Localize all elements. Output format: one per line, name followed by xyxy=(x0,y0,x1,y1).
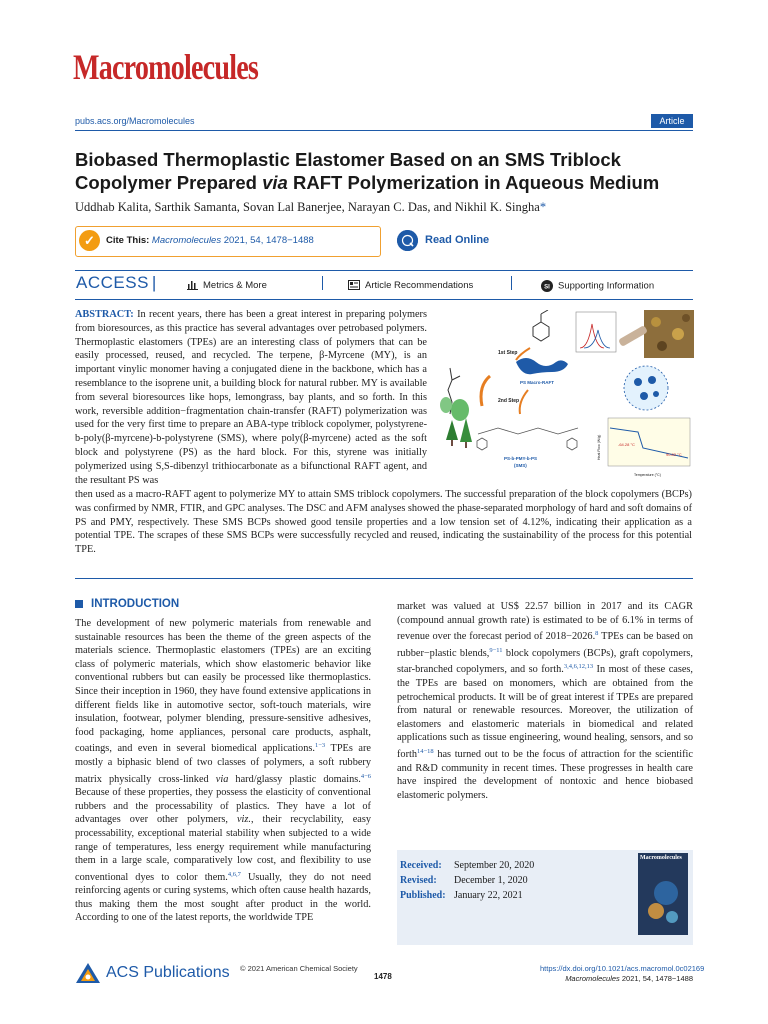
nav-separator xyxy=(322,276,323,290)
dsc-x-label: Temperature (°C) xyxy=(634,473,661,477)
corresponding-author-mark[interactable]: * xyxy=(539,200,547,214)
abstract-body-1: In recent years, there has been a great interest in preparing polymers from bioresources, as this practice has several advantages over petrobased polymers. Thermoplastic elastomers (TPEs) are an interesting class of polymers that can be easily processed, reused, and recycled. The terpene, β-Myrcene (MY), is an important vinylic monomer having a conjugated diene in the backbone, which has a resemblance to the isoprene unit, a building block for natural rubber. MY is available from several bioresources like hops, lemongrass, bay plants, and so forth. In this work, reversible addition−fragmentation chain-transfer (RAFT) polymerization was used for the very first time to prepare an ABA-type triblock copolymer, polystyrene-b-poly(β-myrcene)-b-polystyrene (SMS), where poly(β-myrcene) acted as the soft block and polystyrene (PS) as the hard block. For this, styrene was initially polymerized using S,S-dibenzyl trithiocarbonate as a bifunctional RAFT agent, and the resultant PS was xyxy=(75,309,427,486)
cite-ref: 2021, 54, 1478−1488 xyxy=(221,235,314,246)
cover-art xyxy=(638,853,688,935)
abstract-text-narrow xyxy=(75,308,427,487)
intro-text: Usually, they do not need reinforcing agents or curing systems, which often cause health hazards, thus making them the most sought after product in the world. According to one of the latest reports, the worldwide TPE xyxy=(75,871,371,924)
intro-text: TPEs can be based on rubber−plastic blends, xyxy=(397,631,693,659)
macro-raft-label: PS Macro-RAFT xyxy=(520,380,555,385)
acs-publications-logo[interactable]: ACS Publications xyxy=(106,964,230,981)
title-line-2 xyxy=(75,171,695,194)
dsc-y-label: Heat Flow (W/g) xyxy=(597,434,601,460)
citation-link[interactable]: 4−6 xyxy=(360,772,371,780)
tree-illustration xyxy=(440,397,472,448)
metrics-more-link[interactable] xyxy=(187,280,267,291)
title-line-2-pre: Copolymer Prepared xyxy=(75,172,263,193)
globe-icon xyxy=(397,230,418,251)
intro-column-2 xyxy=(397,600,693,802)
dsc-temp-2: 90.83 °C xyxy=(666,452,682,457)
svg-text:SI: SI xyxy=(544,284,550,291)
intro-text: hard/glassy plastic domains. xyxy=(228,773,361,785)
cite-this-text[interactable] xyxy=(106,235,314,246)
author-list xyxy=(75,200,546,215)
step2-label: 2nd Step xyxy=(498,398,520,404)
intro-text: market was valued at US$ 22.57 billion in 2017 and its CAGR (compound annual growth rate) is estimated to be of 6.1% in terms of revenue over the forecast period of 2018−2026. xyxy=(397,601,693,643)
abstract-label: ABSTRACT: xyxy=(75,309,134,320)
doi-link[interactable]: https://dx.doi.org/10.1021/acs.macromol.0c02169 xyxy=(540,964,705,973)
metrics-label: Metrics & More xyxy=(203,280,267,291)
toc-illustration xyxy=(438,310,694,482)
journal-logo: Macromolecules xyxy=(73,47,259,87)
read-online-link[interactable]: Read Online xyxy=(425,234,490,246)
intro-column-1 xyxy=(75,617,371,925)
title-line-2-italic: via xyxy=(262,172,288,193)
intro-text: Because of these properties, they possess the elasticity of conventional rubbers and the processability of plastics. They have a lot of advantages over other polymers, xyxy=(75,787,371,826)
acs-logo-icon xyxy=(75,962,101,989)
intro-italic: via xyxy=(215,773,229,785)
intro-italic: viz. xyxy=(236,814,251,826)
intro-text: TPEs are mostly a biphasic blend of two classes of polymers, a soft rubbery matrix physically cross-linked xyxy=(75,743,371,785)
cite-check-icon: ✓ xyxy=(79,230,100,251)
bio-arrow xyxy=(481,376,490,406)
footer-journal-ref xyxy=(540,974,693,983)
citation-link[interactable]: 1−3 xyxy=(314,742,326,750)
supporting-information-link[interactable] xyxy=(541,280,654,292)
page-number: 1478 xyxy=(374,972,392,981)
access-label: ACCESS | xyxy=(76,273,157,292)
intro-text: , their recyclability, easy processability, exceptional material stability when subjected to a wide range of temperatures, less energy requirement while manufacturing them in a large scale, comparatively low cost, and flexibility to use conventional dyes to color them. xyxy=(75,814,372,883)
article-recommendations-link[interactable] xyxy=(348,280,473,291)
citation-link[interactable]: 8 xyxy=(595,630,599,638)
title-line-1: Biobased Thermoplastic Elastomer Based on an SMS Triblock xyxy=(75,149,621,170)
si-icon xyxy=(541,280,553,292)
ps-macro-raft-shape xyxy=(516,358,568,374)
section-square-icon xyxy=(75,600,83,608)
triblock-structure xyxy=(477,428,578,450)
citation-link[interactable]: 14−18 xyxy=(417,747,434,755)
copyright-notice: © 2021 American Chemical Society xyxy=(240,964,358,973)
journal-cover-thumbnail[interactable] xyxy=(638,853,688,935)
read-online-icon[interactable] xyxy=(397,230,418,251)
domain-magnifier xyxy=(624,366,668,410)
authors-text: Uddhab Kalita, Sarthik Samanta, Sovan Lal Banerjee, Narayan C. Das, and Nikhil K. Singha xyxy=(75,200,540,214)
received-row xyxy=(400,858,534,873)
recommendations-label: Article Recommendations xyxy=(365,280,474,291)
article-type-badge: Article xyxy=(651,114,693,128)
dsc-temp-1: -64.28 °C xyxy=(618,442,635,447)
sms-sublabel: (SMS) xyxy=(514,463,527,468)
cover-title: Macromolecules xyxy=(640,855,682,861)
dsc-plot xyxy=(597,418,690,477)
citation-link[interactable]: 9−11 xyxy=(489,646,503,654)
footer-journal: Macromolecules xyxy=(565,974,620,983)
sms-label: PS-b-PMY-b-PS xyxy=(504,456,538,461)
access-text: ACCESS xyxy=(76,273,149,292)
received-label: Received: xyxy=(400,860,442,871)
toc-graphic xyxy=(438,310,694,482)
revised-row xyxy=(400,873,534,888)
document-list-icon xyxy=(348,280,360,290)
dumbbell-sample xyxy=(618,325,648,347)
bar-chart-icon xyxy=(187,280,198,290)
published-row xyxy=(400,888,534,903)
acs-triangle-icon xyxy=(75,962,101,984)
publication-dates xyxy=(400,858,534,903)
citation-link[interactable]: 3,4,6,12,13 xyxy=(563,663,594,671)
cite-journal: Macromolecules xyxy=(151,235,222,246)
revised-date: December 1, 2020 xyxy=(454,875,528,886)
title-line-2-post: RAFT Polymerization in Aqueous Medium xyxy=(287,172,660,193)
intro-text: In most of these cases, the TPEs are based on monomers, which are obtained from the petrochemical products. It will be of great interest if TPEs are prepared from natural or renewable resources. Moreover, the utilization of elastomers and elastomeric materials in biomedical and related applications such as tissue engineering, wound healing, sensors, and so forth xyxy=(397,664,693,760)
header-divider xyxy=(75,130,693,131)
intro-text: has turned out to be the focus of attraction for the scientific and R&D community in recent times. These progresses in health care have inspired the development of nontoxic and hence biobased elastomeric polymers. xyxy=(397,748,693,801)
received-date: September 20, 2020 xyxy=(454,860,535,871)
cite-label: Cite This: xyxy=(106,235,150,246)
intro-text: The development of new polymeric materials from renewable and sustainable resources has been the theme of the green aspects of the materials science. Thermoplastic elastomers (TPEs) are an exciting class of polymeric materials, which show elastomeric behavior like conventional rubbers but can easily be processed like thermoplastics. Since their inception in 1960, they have found extensive applications in different fields like in automotive sector, soft-touch materials, wire insulation, footwear, polymer blending, pressure-sensitive adhesives, food packaging, home appliances, personal care products, asphalt, coatings, and even in several biomedical applications. xyxy=(75,618,371,755)
section-heading-text: INTRODUCTION xyxy=(91,598,180,610)
step2-arrow xyxy=(520,390,528,414)
journal-url-link[interactable]: pubs.acs.org/Macromolecules xyxy=(75,116,195,126)
supporting-label: Supporting Information xyxy=(558,280,655,292)
nav-separator xyxy=(511,276,512,290)
published-date: January 22, 2021 xyxy=(454,890,523,901)
section-divider xyxy=(75,578,693,579)
gpc-inset xyxy=(576,312,616,352)
step1-label: 1st Step xyxy=(498,350,518,356)
section-heading-introduction xyxy=(75,598,179,610)
intro-text: block copolymers (BCPs), graft copolymers, star-branched copolymers, and so forth. xyxy=(397,647,693,676)
abstract-text-wide: then used as a macro-RAFT agent to polymerize MY to attain SMS triblock copolymers. The successful preparation of the block copolymers (BCPs) was confirmed by NMR, FTIR, and GPC analyses. The DSC and AFM analyses showed the phase-separated morphology of hard and soft domains of PS and PMY, respectively. These SMS BCPs showed good tensile properties and a low tension set of 4.12%, indicating their application as a potential TPE. The scrapes of these SMS BCPs were successfully recycled and reused, indicating the sustainability of the process for this potential TPE. xyxy=(75,489,692,556)
article-title xyxy=(75,148,695,194)
footer-ref: 2021, 54, 1478−1488 xyxy=(619,974,693,983)
citation-link[interactable]: 4,6,7 xyxy=(227,870,241,878)
published-label: Published: xyxy=(400,890,446,901)
styrene-structure xyxy=(533,310,549,341)
revised-label: Revised: xyxy=(400,875,437,886)
